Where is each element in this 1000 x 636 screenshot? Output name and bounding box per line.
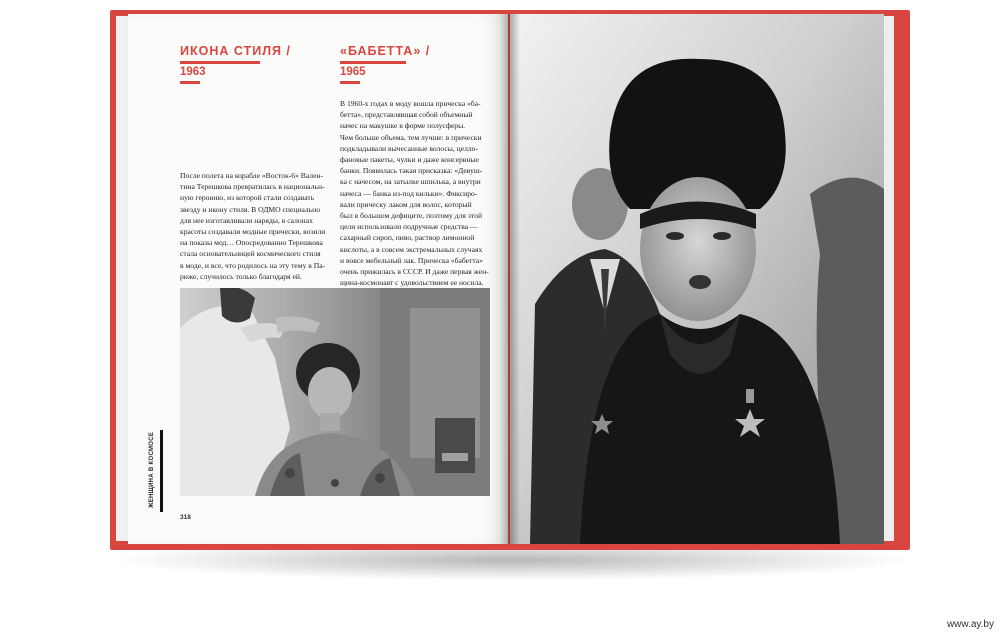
text-line: щина-космонавт с удовольствием ее носила. <box>340 278 484 288</box>
text-line: ную героиню, из которой стали создавать <box>180 193 315 203</box>
text-line: начес на макушке в форме полусферы. <box>340 121 466 131</box>
watermark: www.ay.by <box>946 619 994 630</box>
text-line: риже, случилось только благодаря ей. <box>180 271 302 281</box>
text-line: звезду и икону стиля. В ОДМО специально <box>180 204 321 214</box>
chapter-side-label <box>148 430 158 510</box>
text-line: очень прижилась в СССР. И даже первая жен- <box>340 267 489 277</box>
heading-babetta: «БАБЕТТА» / <box>340 44 431 58</box>
page-edges-left <box>116 16 128 541</box>
text-line: начеса — банка из-под кильки». Фиксиро- <box>340 188 478 198</box>
text-line: для нее изготавливали наряды, в салонах <box>180 215 313 225</box>
photo-hairdresser <box>180 288 490 496</box>
column1-text <box>180 170 335 282</box>
year-underline <box>180 81 200 84</box>
text-line: красоты создавали модные прически, возили <box>180 227 326 237</box>
year-1963: 1963 <box>180 66 206 78</box>
year-1965: 1965 <box>340 66 366 78</box>
text-line: В 1960-х годах в моду вошла прическа «ба- <box>340 99 481 108</box>
book-gutter <box>500 14 520 544</box>
text-line: в моде, и все, что родилось на эту тему в Па- <box>180 260 326 270</box>
text-line: подкладывали вычесанные волосы, целло- <box>340 143 479 153</box>
text-line: сахарный сироп, пиво, раствор лимонной <box>340 233 475 243</box>
text-line: был в большом дефиците, поэтому для этой <box>340 211 483 221</box>
text-line: кислоты, а в совсем экстремальных случаях <box>340 244 483 254</box>
text-line: бетта», представлявшая собой объемный <box>340 110 473 120</box>
page-number: 318 <box>180 514 191 521</box>
portrait-image <box>510 14 884 544</box>
text-line: Чем больше объема, тем лучше: в прически <box>340 132 482 142</box>
text-line: и вовсе мебельный лак. Прическа «бабетта» <box>340 255 483 265</box>
text-line: После полета на корабле «Восток-6» Вален- <box>180 171 324 180</box>
text-line: стала основательницей космического стиля <box>180 249 321 259</box>
text-line: ка с начесом, на затылке шпилька, а внутри <box>340 177 481 187</box>
text-line: банки. Появилась такая присказка: «Девуш- <box>340 166 483 176</box>
right-page-photo <box>510 14 884 544</box>
chapter-title: ЖЕНЩИНА В КОСМОСЕ <box>149 431 155 508</box>
photo-hairdresser-image <box>180 288 490 496</box>
heading-underline <box>340 61 406 64</box>
text-line: тина Терешкова превратилась в национальн- <box>180 182 325 192</box>
column2-text <box>340 98 495 288</box>
text-line: фановые пакеты, чулки и даже консервные <box>340 155 479 165</box>
text-line: на показы мод… Опосредованно Терешкова <box>180 238 323 248</box>
side-accent-bar <box>160 430 163 512</box>
heading-underline <box>180 61 260 64</box>
text-line: вали прическу лаком для волос, который <box>340 199 472 209</box>
heading-style-icon: ИКОНА СТИЛЯ / <box>180 44 291 58</box>
text-line: цели использовали подручные средства — <box>340 222 478 232</box>
year-underline <box>340 81 360 84</box>
